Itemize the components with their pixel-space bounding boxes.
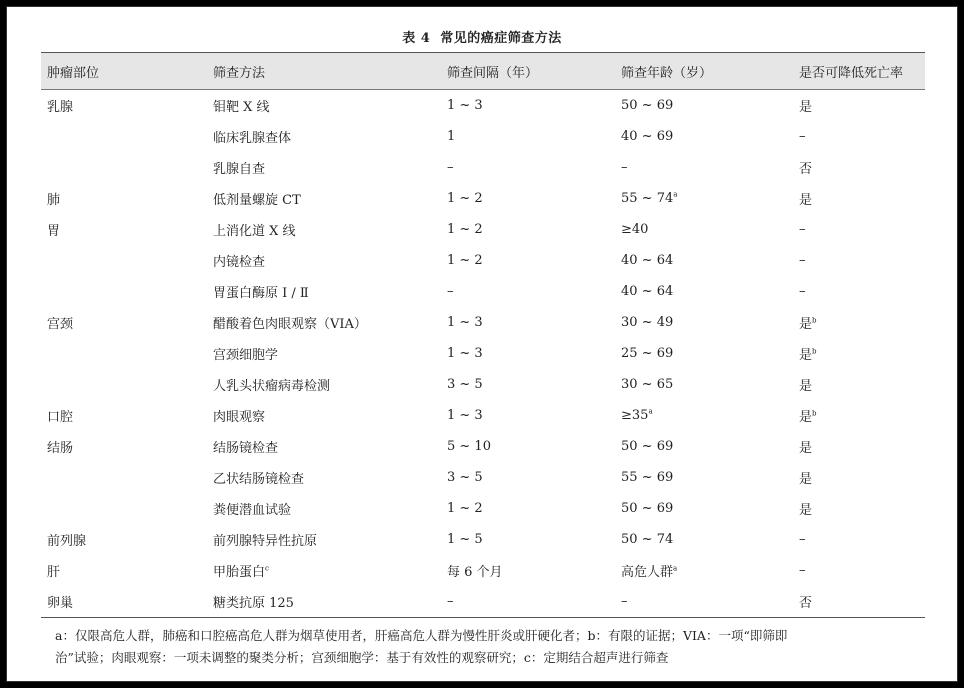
cell-site: [41, 462, 207, 493]
cell-site: [41, 400, 207, 431]
cell-interval: [441, 245, 615, 276]
cell-reduce-mortality-text: 是: [799, 379, 813, 394]
cell-age-text: 50 ~ 74: [621, 532, 674, 547]
footnote-marker: b: [812, 316, 817, 325]
footnote-marker: a: [673, 564, 678, 573]
cell-reduce-mortality: [793, 555, 925, 586]
cell-age: [615, 462, 793, 493]
cell-method-text: 临床乳腺查体: [213, 131, 292, 146]
cell-site: [41, 586, 207, 618]
footnote-marker: b: [812, 409, 817, 418]
cell-age: [615, 431, 793, 462]
cell-method: [207, 400, 441, 431]
cell-method: [207, 431, 441, 462]
cell-age: [615, 586, 793, 618]
cell-age: [615, 276, 793, 307]
cell-age-text: ≥40: [621, 222, 649, 237]
cell-reduce-mortality-text: –: [799, 284, 806, 299]
cell-interval-text: 1 ~ 3: [447, 408, 483, 423]
cell-interval-text: 3 ~ 5: [447, 470, 483, 485]
cell-reduce-mortality-text: 是: [799, 441, 813, 456]
cell-interval: [441, 183, 615, 214]
cell-site: [41, 121, 207, 152]
cell-method-text: 醋酸着色肉眼观察（VIA）: [213, 317, 367, 332]
cell-site-text: 乳腺: [47, 100, 74, 115]
cell-reduce-mortality: [793, 90, 925, 122]
cell-reduce-mortality: [793, 493, 925, 524]
header-site: 肿瘤部位: [41, 53, 207, 90]
table-row: [41, 276, 925, 307]
header-age: 筛查年龄（岁）: [615, 53, 793, 90]
cell-age: [615, 524, 793, 555]
cell-method: [207, 338, 441, 369]
cell-age: [615, 555, 793, 586]
table-number: 表 4: [402, 31, 431, 46]
header-method: 筛查方法: [207, 53, 441, 90]
cell-reduce-mortality-text: 是: [799, 348, 813, 363]
cell-method-text: 肉眼观察: [213, 410, 266, 425]
table-title: [7, 27, 957, 46]
cell-site-text: 口腔: [47, 410, 74, 425]
cell-reduce-mortality: [793, 431, 925, 462]
footnote-marker: a: [648, 407, 653, 416]
cell-method: [207, 462, 441, 493]
cell-age-text: 55 ~ 69: [621, 470, 674, 485]
cell-reduce-mortality: [793, 183, 925, 214]
cell-reduce-mortality: [793, 245, 925, 276]
cell-method-text: 前列腺特异性抗原: [213, 534, 318, 549]
footnote-line-2: 治”试验；肉眼观察：一项未调整的聚类分析；宫颈细胞学：基于有效性的观察研究；c：定期结合超声进行筛查: [55, 650, 669, 665]
cell-interval: [441, 121, 615, 152]
table-row: [41, 307, 925, 338]
table-caption: 常见的癌症筛查方法: [440, 31, 562, 46]
cell-method-text: 钼靶 X 线: [213, 100, 270, 115]
cell-age: [615, 90, 793, 122]
cell-interval-text: 1 ~ 2: [447, 501, 483, 516]
cell-age: [615, 152, 793, 183]
cell-interval-text: –: [447, 594, 454, 609]
table-row: [41, 369, 925, 400]
footnote: [55, 625, 925, 669]
cell-reduce-mortality-text: 是: [799, 317, 813, 332]
cell-age-text: –: [621, 594, 628, 609]
document-page: [6, 6, 958, 682]
screening-table: [41, 52, 925, 618]
cell-site: [41, 524, 207, 555]
table-row: [41, 493, 925, 524]
table-row: [41, 524, 925, 555]
cell-method: [207, 245, 441, 276]
cell-age: [615, 338, 793, 369]
cell-method: [207, 121, 441, 152]
cell-age-text: 50 ~ 69: [621, 98, 674, 113]
cell-interval-text: 5 ~ 10: [447, 439, 491, 454]
footnote-marker: a: [673, 190, 678, 199]
table-row: [41, 400, 925, 431]
cell-method-text: 乙状结肠镜检查: [213, 472, 305, 487]
cell-reduce-mortality-text: 是: [799, 472, 813, 487]
cell-site-text: 肺: [47, 193, 61, 208]
cell-method: [207, 214, 441, 245]
cell-interval: [441, 400, 615, 431]
cell-age: [615, 400, 793, 431]
cell-interval: [441, 431, 615, 462]
cell-reduce-mortality: [793, 276, 925, 307]
cell-interval-text: 1 ~ 2: [447, 191, 483, 206]
cell-reduce-mortality-text: 否: [799, 596, 813, 611]
cell-interval: [441, 369, 615, 400]
cell-method-text: 乳腺自查: [213, 162, 266, 177]
table-row: [41, 245, 925, 276]
cell-site: [41, 245, 207, 276]
cell-interval: [441, 524, 615, 555]
cell-method-text: 结肠镜检查: [213, 441, 279, 456]
cell-reduce-mortality-text: 否: [799, 162, 813, 177]
cell-reduce-mortality-text: 是: [799, 503, 813, 518]
cell-reduce-mortality-text: –: [799, 129, 806, 144]
cell-method-text: 粪便潜血试验: [213, 503, 292, 518]
header-reduce-mortality: 是否可降低死亡率: [793, 53, 925, 90]
footnote-marker: c: [265, 564, 269, 573]
cell-interval-text: 3 ~ 5: [447, 377, 483, 392]
cell-interval: [441, 555, 615, 586]
cell-site-text: 结肠: [47, 441, 74, 456]
cell-age: [615, 245, 793, 276]
cell-interval-text: 1 ~ 5: [447, 532, 483, 547]
cell-age-text: 40 ~ 64: [621, 253, 674, 268]
table-row: [41, 152, 925, 183]
cell-method-text: 内镜检查: [213, 255, 266, 270]
cell-method-text: 低剂量螺旋 CT: [213, 193, 301, 208]
cell-method-text: 胃蛋白酶原 Ⅰ / Ⅱ: [213, 286, 309, 301]
table-row: [41, 431, 925, 462]
cell-age-text: 25 ~ 69: [621, 346, 674, 361]
footnote-marker: b: [812, 347, 817, 356]
header-interval: 筛查间隔（年）: [441, 53, 615, 90]
cell-method: [207, 276, 441, 307]
cell-site-text: 胃: [47, 224, 61, 239]
cell-age: [615, 369, 793, 400]
table-row: [41, 555, 925, 586]
cell-age-text: 30 ~ 49: [621, 315, 674, 330]
cell-age: [615, 493, 793, 524]
cell-site: [41, 307, 207, 338]
cell-age-text: 50 ~ 69: [621, 439, 674, 454]
cell-method: [207, 555, 441, 586]
cell-interval-text: 1 ~ 3: [447, 346, 483, 361]
cell-interval: [441, 214, 615, 245]
table-row: [41, 90, 925, 122]
cell-reduce-mortality: [793, 369, 925, 400]
cell-site-text: 前列腺: [47, 534, 87, 549]
table-row: [41, 183, 925, 214]
cell-reduce-mortality: [793, 152, 925, 183]
cell-method-text: 甲胎蛋白: [213, 565, 266, 580]
cell-reduce-mortality-text: 是: [799, 410, 813, 425]
cell-interval: [441, 152, 615, 183]
cell-site: [41, 369, 207, 400]
cell-method: [207, 90, 441, 122]
cell-reduce-mortality: [793, 462, 925, 493]
cell-interval-text: 每 6 个月: [447, 565, 503, 580]
cell-interval-text: 1 ~ 3: [447, 315, 483, 330]
cell-site: [41, 214, 207, 245]
cell-age: [615, 121, 793, 152]
cell-method: [207, 493, 441, 524]
cell-site: [41, 555, 207, 586]
cell-interval-text: 1 ~ 2: [447, 222, 483, 237]
table-body: [41, 90, 925, 618]
cell-interval-text: –: [447, 160, 454, 175]
cell-site-text: 宫颈: [47, 317, 74, 332]
cell-method: [207, 307, 441, 338]
cell-interval: [441, 307, 615, 338]
table-row: [41, 338, 925, 369]
cell-age-text: 高危人群: [621, 565, 674, 580]
cell-reduce-mortality-text: –: [799, 532, 806, 547]
table-row: [41, 462, 925, 493]
cell-interval: [441, 462, 615, 493]
table-row: [41, 586, 925, 618]
cell-interval-text: 1: [447, 129, 456, 144]
cell-method-text: 糖类抗原 125: [213, 596, 294, 611]
cell-reduce-mortality: [793, 307, 925, 338]
cell-method: [207, 369, 441, 400]
footnote-line-1: a：仅限高危人群，肺癌和口腔癌高危人群为烟草使用者，肝癌高危人群为慢性肝炎或肝硬化者；b：有限的证据；VIA：一项“即筛即: [55, 628, 788, 643]
cell-reduce-mortality-text: 是: [799, 100, 813, 115]
cell-site-text: 肝: [47, 565, 61, 580]
cell-method: [207, 183, 441, 214]
cell-reduce-mortality: [793, 338, 925, 369]
cell-site: [41, 183, 207, 214]
cell-age-text: 40 ~ 69: [621, 129, 674, 144]
cell-site: [41, 338, 207, 369]
cell-reduce-mortality: [793, 214, 925, 245]
header-row: [41, 53, 925, 90]
cell-method: [207, 524, 441, 555]
cell-method-text: 人乳头状瘤病毒检测: [213, 379, 331, 394]
cell-interval: [441, 493, 615, 524]
cell-method-text: 上消化道 X 线: [213, 224, 296, 239]
cell-site: [41, 152, 207, 183]
cell-interval: [441, 90, 615, 122]
cell-reduce-mortality-text: –: [799, 222, 806, 237]
cell-reduce-mortality-text: –: [799, 253, 806, 268]
cell-reduce-mortality-text: –: [799, 563, 806, 578]
cell-interval-text: –: [447, 284, 454, 299]
cell-age-text: 30 ~ 65: [621, 377, 674, 392]
cell-method: [207, 152, 441, 183]
cell-site: [41, 493, 207, 524]
cell-site: [41, 276, 207, 307]
cell-age-text: 55 ~ 74: [621, 191, 674, 206]
cell-reduce-mortality: [793, 586, 925, 618]
cell-site: [41, 431, 207, 462]
cell-age: [615, 183, 793, 214]
cell-method-text: 宫颈细胞学: [213, 348, 279, 363]
cell-reduce-mortality: [793, 524, 925, 555]
cell-age: [615, 214, 793, 245]
cell-age-text: 40 ~ 64: [621, 284, 674, 299]
cell-interval-text: 1 ~ 3: [447, 98, 483, 113]
cell-age-text: ≥35: [621, 408, 649, 423]
cell-interval: [441, 338, 615, 369]
cell-age: [615, 307, 793, 338]
cell-method: [207, 586, 441, 618]
cell-age-text: –: [621, 160, 628, 175]
table-row: [41, 121, 925, 152]
cell-site: [41, 90, 207, 122]
cell-interval: [441, 586, 615, 618]
cell-reduce-mortality: [793, 121, 925, 152]
table-row: [41, 214, 925, 245]
cell-site-text: 卵巢: [47, 596, 74, 611]
cell-reduce-mortality: [793, 400, 925, 431]
cell-interval-text: 1 ~ 2: [447, 253, 483, 268]
cell-interval: [441, 276, 615, 307]
cell-reduce-mortality-text: 是: [799, 193, 813, 208]
cell-age-text: 50 ~ 69: [621, 501, 674, 516]
